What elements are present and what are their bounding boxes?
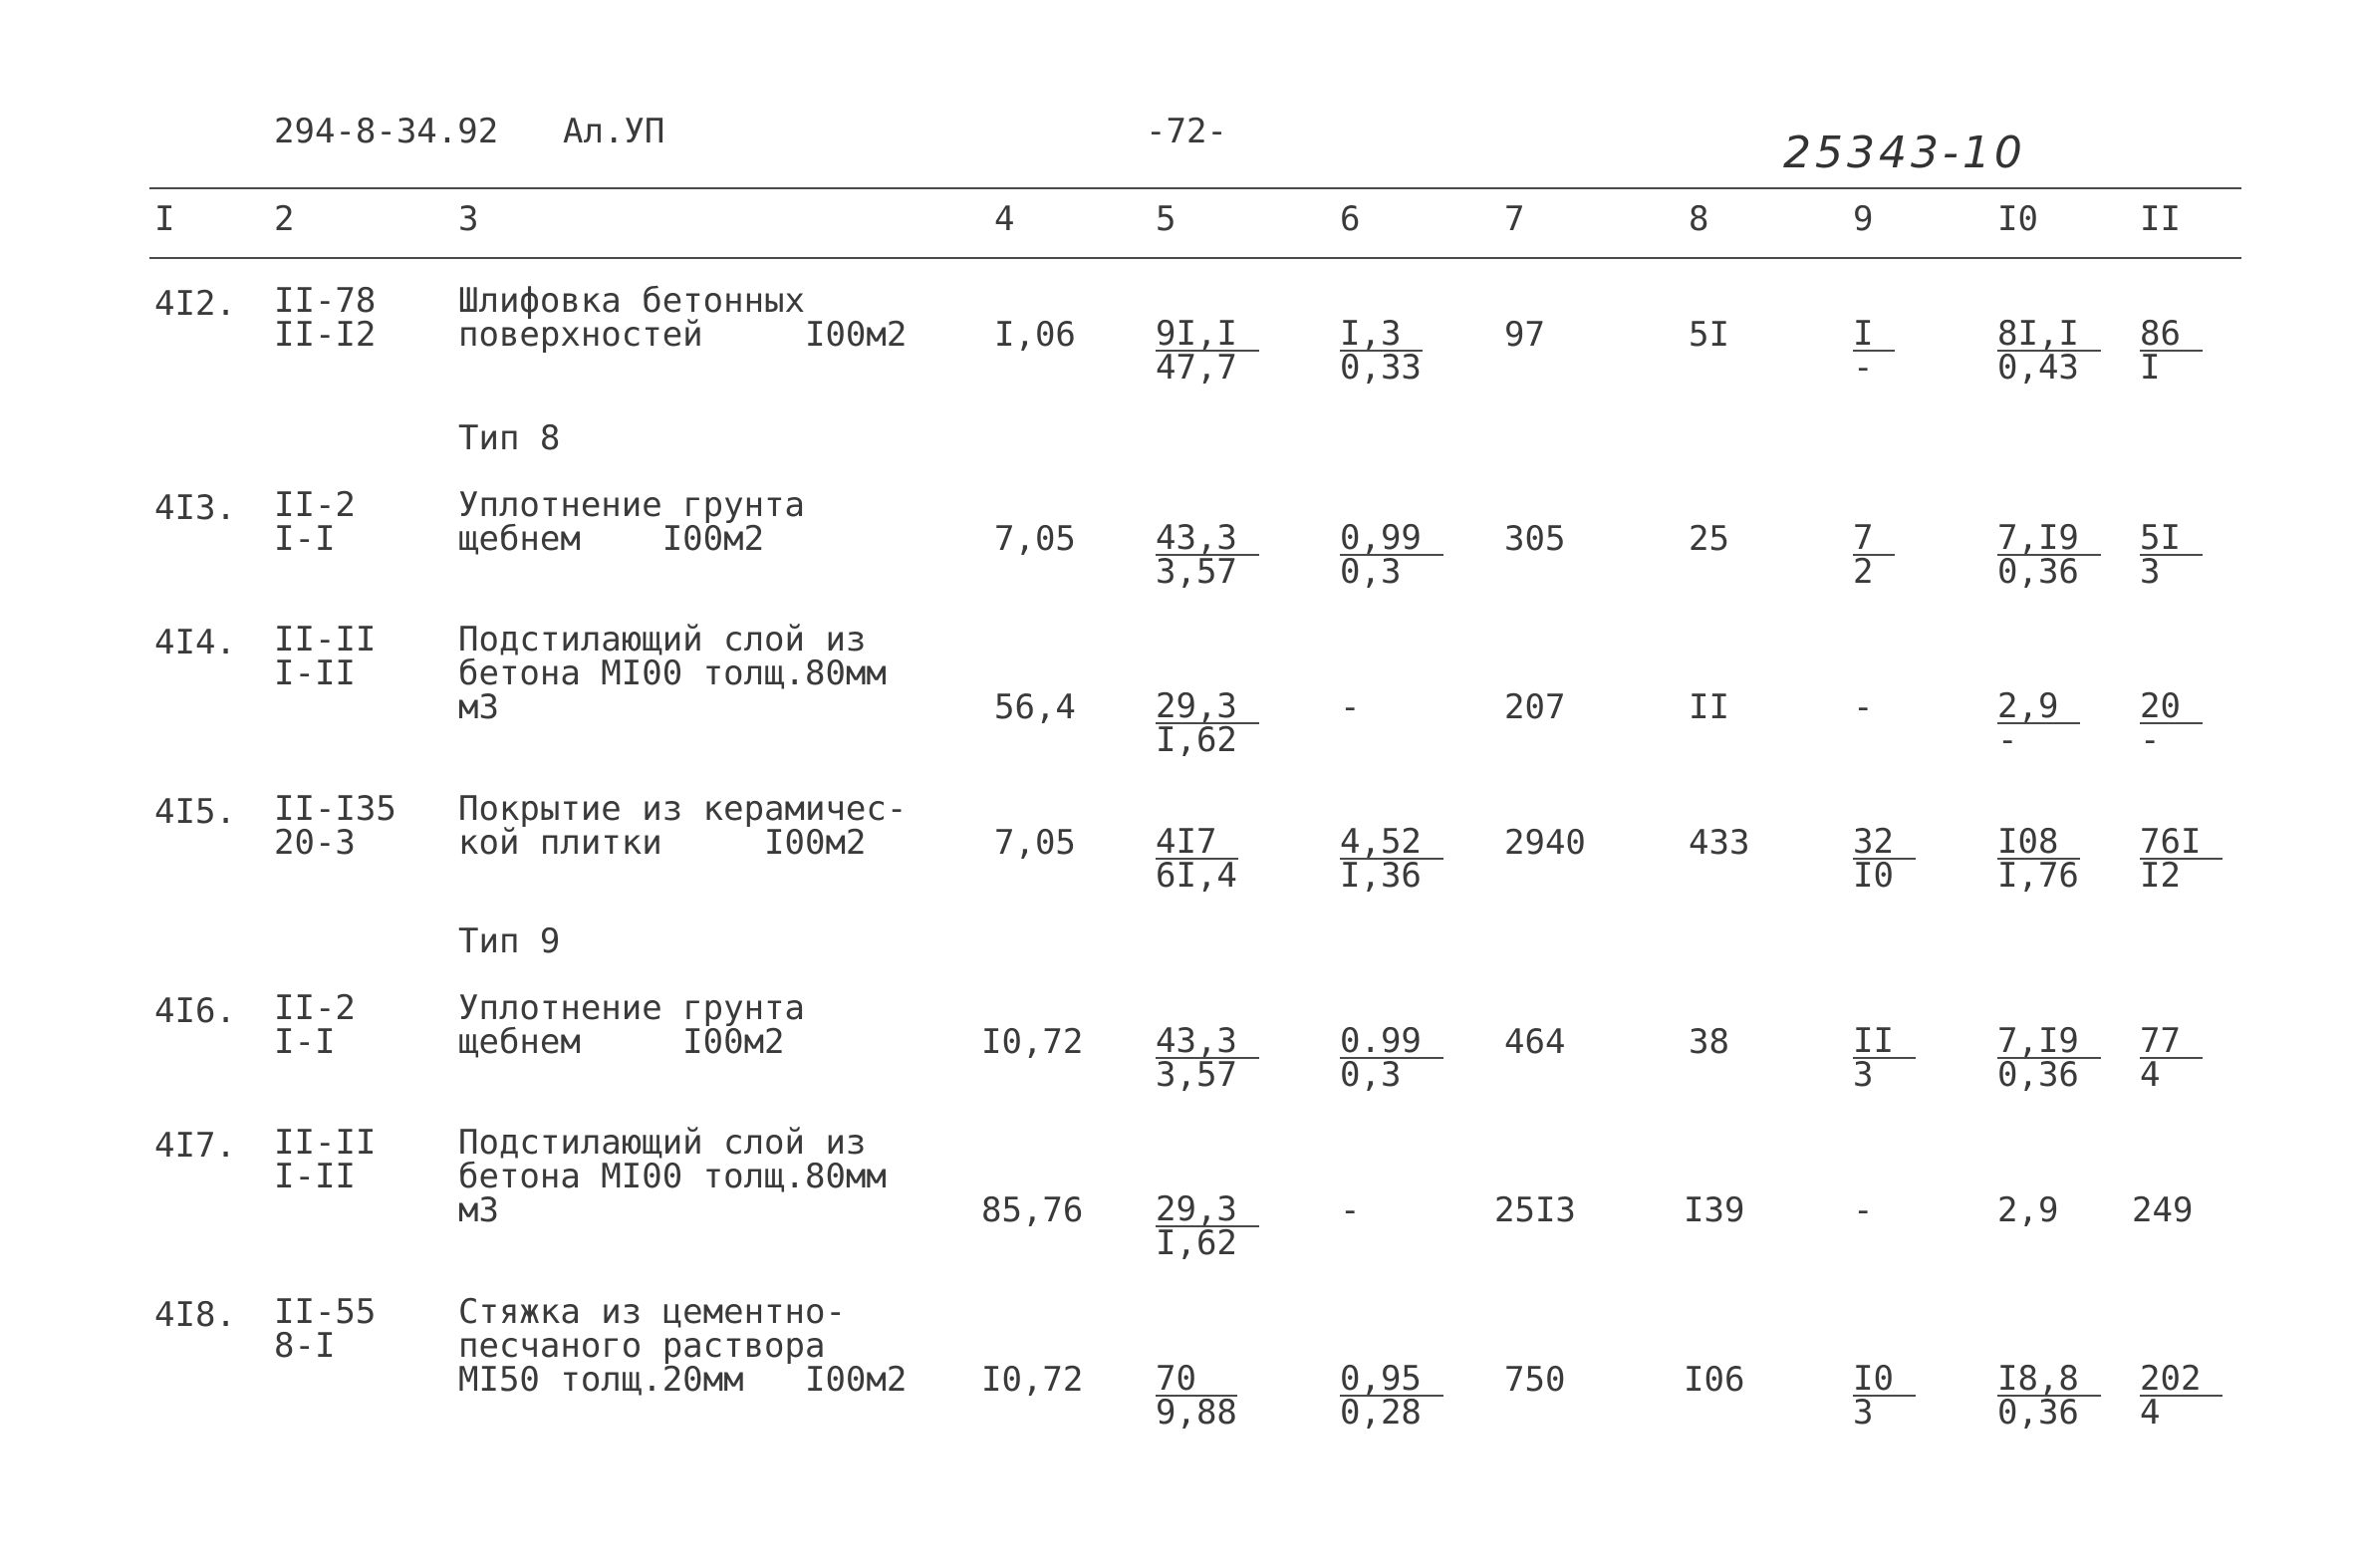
value-col7: 464 xyxy=(1504,1022,1566,1062)
column-header-4: 4 xyxy=(994,199,1015,239)
work-description-line: Стяжка из цементно- xyxy=(458,1292,846,1332)
column-header-11: II xyxy=(2140,199,2181,239)
header-bottom-rule xyxy=(149,257,2241,259)
norm-code: II-II xyxy=(274,1123,377,1163)
work-description-line: м3 xyxy=(458,1190,499,1230)
work-description-line: Подстилающий слой из xyxy=(458,620,867,659)
norm-code: II-55 xyxy=(274,1292,377,1332)
document-code: 294-8-34.92 xyxy=(274,112,499,151)
work-description-line: бетона МI00 толщ.80мм xyxy=(458,1157,887,1196)
row-number: 4I8. xyxy=(154,1295,236,1335)
fraction-col5: $\frac{4I7}{6I,4}$ xyxy=(1156,822,1237,896)
work-description-line: щебнем I00м2 xyxy=(458,519,765,559)
norm-code: II-2 xyxy=(274,485,356,525)
fraction-col10: $\frac{7,I9}{0,36}$ xyxy=(1997,522,2101,588)
fraction-col9: $\frac{I0}{3}$ xyxy=(1853,1363,1916,1429)
work-description-line: бетона МI00 толщ.80мм xyxy=(458,653,887,693)
quantity: I0,72 xyxy=(981,1022,1084,1062)
fraction-col10: 2,9 - xyxy=(1997,690,2080,756)
value-col8: 38 xyxy=(1689,1022,1729,1062)
column-header-1: I xyxy=(154,199,175,239)
fraction-col10: $\frac{I8,8}{0,36}$ xyxy=(1997,1363,2101,1429)
work-description-line: поверхностей I00м2 xyxy=(458,315,908,355)
value-col6: - xyxy=(1340,1190,1361,1230)
work-description-line: Покрытие из керамичес- xyxy=(458,789,908,829)
quantity: 85,76 xyxy=(981,1190,1084,1230)
fraction-col11: $\frac{76I}{I2}$ xyxy=(2140,826,2223,892)
type-label: Тип 8 xyxy=(458,418,561,458)
fraction-col6: $\frac{0,99}{0,3}$ xyxy=(1340,522,1443,588)
value-col8: 25 xyxy=(1689,519,1729,559)
value-col6: - xyxy=(1340,687,1361,727)
norm-code: II-2 xyxy=(274,988,356,1028)
column-header-8: 8 xyxy=(1689,199,1709,239)
fraction-col6: $\frac{4,52}{I,36}$ xyxy=(1340,826,1443,892)
norm-subcode: I-I xyxy=(274,1022,336,1062)
value-col7: 207 xyxy=(1504,687,1566,727)
fraction-col11: 20 - xyxy=(2140,690,2203,756)
value-col10: 2,9 xyxy=(1997,1190,2059,1230)
norm-subcode: I-II xyxy=(274,1157,356,1196)
fraction-col5: $\frac{29,3}{I,62}$ xyxy=(1156,1193,1259,1259)
quantity: 7,05 xyxy=(994,823,1076,863)
row-number: 4I5. xyxy=(154,792,236,832)
quantity: 7,05 xyxy=(994,519,1076,559)
handwritten-stamp: 25343-10 xyxy=(1783,128,2026,178)
fraction-col9: I - xyxy=(1853,318,1895,384)
work-description-line: Уплотнение грунта xyxy=(458,485,805,525)
quantity: 56,4 xyxy=(994,687,1076,727)
fraction-col9: $\frac{II}{3}$ xyxy=(1853,1025,1916,1091)
work-description-line: Подстилающий слой из xyxy=(458,1123,867,1163)
value-col7: 750 xyxy=(1504,1360,1566,1400)
column-header-2: 2 xyxy=(274,199,295,239)
album-label: Ал.УП xyxy=(563,112,665,151)
fraction-col5: $\frac{9I,I}{47,7}$ xyxy=(1156,318,1259,384)
fraction-col6: $\frac{0,95}{0,28}$ xyxy=(1340,1363,1443,1429)
fraction-col5: $\frac{43,3}{3,57}$ xyxy=(1156,522,1259,588)
fraction-col10: $\frac{8I,I}{0,43}$ xyxy=(1997,318,2101,384)
work-description-line: кой плитки I00м2 xyxy=(458,823,867,863)
norm-subcode: 20-3 xyxy=(274,823,356,863)
norm-subcode: I-I xyxy=(274,519,336,559)
value-col9: - xyxy=(1853,1190,1874,1230)
work-description-line: МI50 толщ.20мм I00м2 xyxy=(458,1360,908,1400)
fraction-col10: $\frac{7,I9}{0,36}$ xyxy=(1997,1025,2101,1091)
value-col7: 305 xyxy=(1504,519,1566,559)
value-col11: 249 xyxy=(2132,1190,2194,1230)
value-col8: 433 xyxy=(1689,823,1750,863)
column-header-3: 3 xyxy=(458,199,479,239)
column-header-5: 5 xyxy=(1156,199,1177,239)
fraction-col5: $\frac{70}{9,88}$ xyxy=(1156,1359,1237,1433)
fraction-col11: $\frac{86}{I}$ xyxy=(2140,318,2203,384)
column-header-10: I0 xyxy=(1997,199,2038,239)
column-header-6: 6 xyxy=(1340,199,1361,239)
fraction-col11: $\frac{5I}{3}$ xyxy=(2140,522,2203,588)
fraction-col9: $\frac{32}{I0}$ xyxy=(1853,826,1916,892)
quantity: I0,72 xyxy=(981,1360,1084,1400)
row-number: 4I7. xyxy=(154,1126,236,1166)
fraction-col5: $\frac{29,3}{I,62}$ xyxy=(1156,690,1259,756)
value-col9: - xyxy=(1853,687,1874,727)
column-header-7: 7 xyxy=(1504,199,1525,239)
header-top-rule xyxy=(149,187,2241,189)
value-col7: 2940 xyxy=(1504,823,1586,863)
norm-subcode: I-II xyxy=(274,653,356,693)
work-description-line: песчаного раствора xyxy=(458,1326,826,1366)
fraction-col6: $\frac{I,3}{0,33}$ xyxy=(1340,314,1422,388)
norm-subcode: 8-I xyxy=(274,1326,336,1366)
work-description-line: Шлифовка бетонных xyxy=(458,281,805,321)
type-label: Тип 9 xyxy=(458,921,561,961)
page-number: -72- xyxy=(1146,112,1227,151)
norm-code: II-I35 xyxy=(274,789,396,829)
fraction-col5: $\frac{43,3}{3,57}$ xyxy=(1156,1025,1259,1091)
value-col8: II xyxy=(1689,687,1729,727)
row-number: 4I2. xyxy=(154,284,236,324)
quantity: I,06 xyxy=(994,315,1076,355)
norm-code: II-II xyxy=(274,620,377,659)
norm-code: II-78 xyxy=(274,281,377,321)
fraction-col11: $\frac{77}{4}$ xyxy=(2140,1025,2203,1091)
fraction-col6: $\frac{0.99}{0,3}$ xyxy=(1340,1025,1443,1091)
fraction-col11: $\frac{202}{4}$ xyxy=(2140,1363,2223,1429)
value-col8: I39 xyxy=(1684,1190,1745,1230)
column-header-9: 9 xyxy=(1853,199,1874,239)
value-col8: I06 xyxy=(1684,1360,1745,1400)
row-number: 4I6. xyxy=(154,991,236,1031)
work-description-line: Уплотнение грунта xyxy=(458,988,805,1028)
row-number: 4I3. xyxy=(154,488,236,528)
value-col7: 97 xyxy=(1504,315,1545,355)
work-description-line: щебнем I00м2 xyxy=(458,1022,785,1062)
row-number: 4I4. xyxy=(154,623,236,662)
fraction-col10: $\frac{I08}{I,76}$ xyxy=(1997,822,2079,896)
value-col8: 5I xyxy=(1689,315,1729,355)
norm-subcode: II-I2 xyxy=(274,315,377,355)
fraction-col9: $\frac{7}{2}$ xyxy=(1853,522,1895,588)
value-col7: 25I3 xyxy=(1494,1190,1576,1230)
work-description-line: м3 xyxy=(458,687,499,727)
